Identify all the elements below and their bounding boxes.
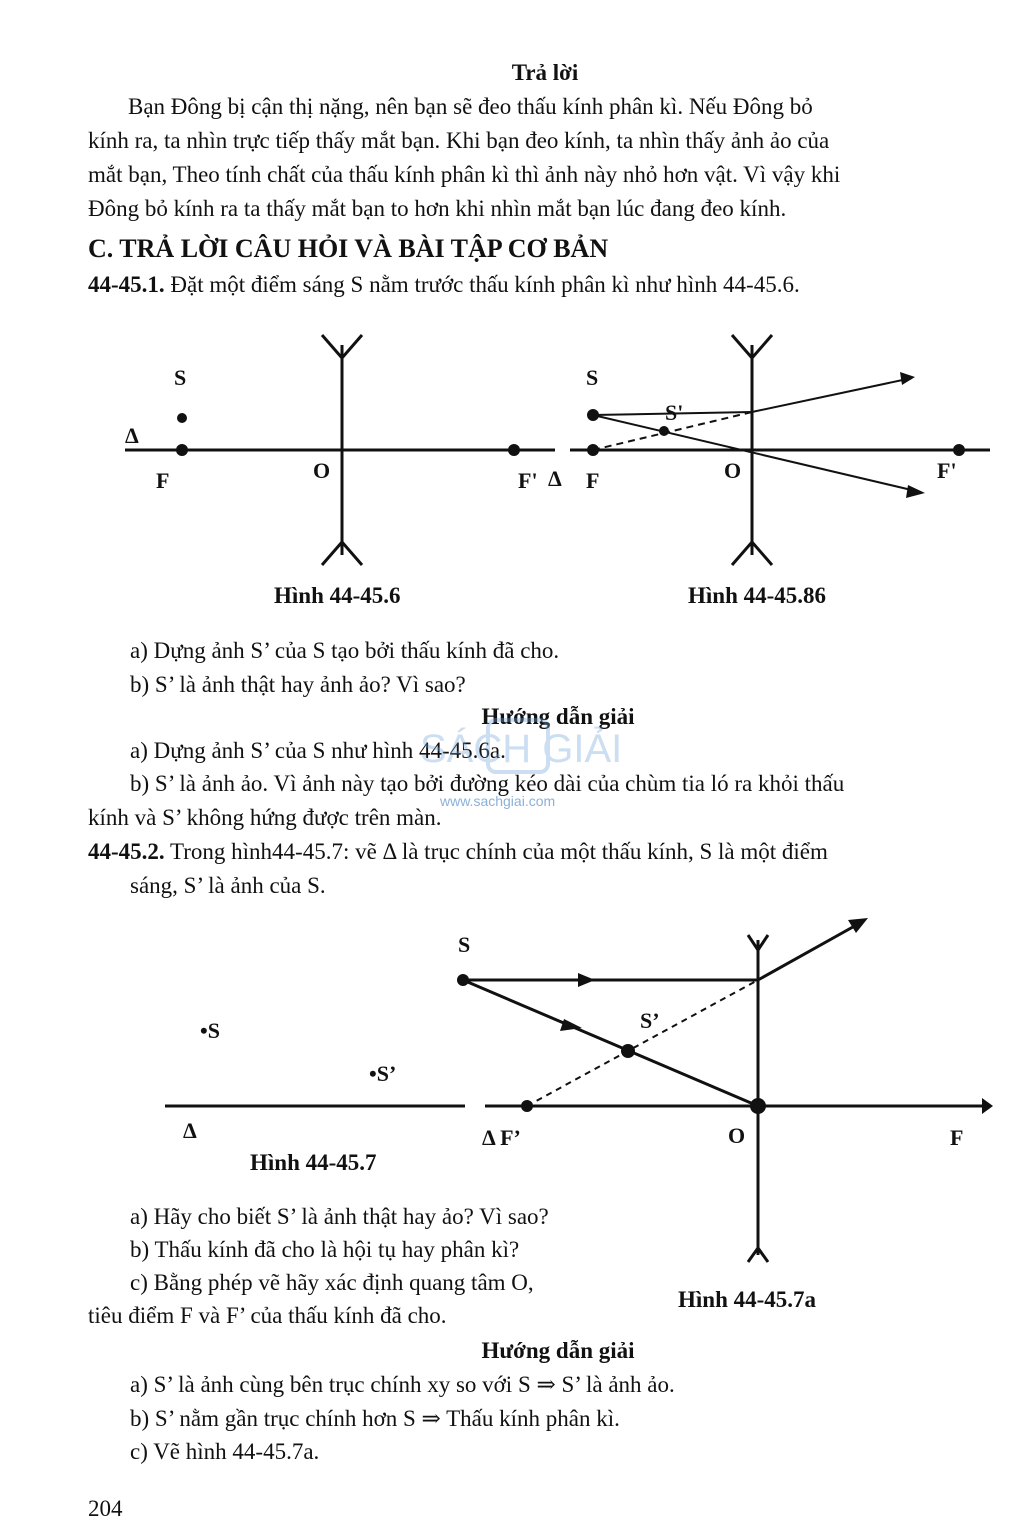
answer-line-1: Bạn Đông bị cận thị nặng, nên bạn sẽ đeo thấu kính phân kì. Nếu Đông bỏ <box>128 94 813 119</box>
q1-number: 44-45.1. <box>88 272 165 297</box>
figure-44-45-6 <box>0 300 1024 630</box>
q1-guide-b1: b) S’ là ảnh ảo. Vì ảnh này tạo bởi đường kéo dài của chùm tia ló ra khỏi thấu <box>130 771 845 796</box>
fig6-label-fprime: F' <box>518 468 538 493</box>
answer-line-3: mắt bạn, Theo tính chất của thấu kính phân kì thì ảnh này nhỏ hơn vật. Vì vậy khi <box>88 162 841 187</box>
q2-item-c-cont: tiêu điểm F và F’ của thấu kính đã cho. <box>88 1303 447 1328</box>
q2-guide-c: c) Vẽ hình 44-45.7a. <box>130 1439 320 1464</box>
answer-title: Trả lời <box>511 60 579 85</box>
fig6-label-o: O <box>313 458 331 483</box>
q2-line-1 <box>88 837 828 867</box>
fig6-label-f: F <box>156 468 170 493</box>
fig6-caption: Hình 44-45.6 <box>274 583 401 608</box>
fig86-label-sprime: S' <box>665 400 684 425</box>
fig7a-label-s: S <box>458 932 471 957</box>
q1-guide-b2: kính và S’ không hứng được trên màn. <box>88 805 442 830</box>
fig86-label-fprime: F' <box>937 458 957 483</box>
q2-line-2: sáng, S’ là ảnh của S. <box>130 873 326 898</box>
fig86-caption: Hình 44-45.86 <box>688 583 827 608</box>
fig86-label-f: F <box>586 468 600 493</box>
q2-item-a: a) Hãy cho biết S’ là ảnh thật hay ảo? Vì sao? <box>130 1204 549 1229</box>
q1-item-a: a) Dựng ảnh S’ của S tạo bởi thấu kính đã cho. <box>130 638 560 663</box>
fig7a-label-o: O <box>728 1123 746 1148</box>
fig86-label-delta: Δ <box>548 466 562 491</box>
q1-guide-a: a) Dựng ảnh S’ của S như hình 44-45.6a. <box>130 738 506 763</box>
q1-item-b: b) S’ là ảnh thật hay ảnh ảo? Vì sao? <box>130 672 466 697</box>
fig7-caption: Hình 44-45.7 <box>250 1150 377 1175</box>
fig6-label-s: S <box>174 365 187 390</box>
q2-text-1: Trong hình44-45.7: vẽ Δ là trục chính của một thấu kính, S là một điểm <box>164 839 828 864</box>
watermark-url: www.sachgiai.com <box>440 793 556 809</box>
fig7a-label-f: F <box>950 1125 964 1150</box>
fig7a-label-sprime: S’ <box>640 1008 660 1033</box>
watermark-text: SÁCH GIẢI <box>420 727 623 771</box>
fig7-label-s: •S <box>200 1018 220 1043</box>
q2-guide-title: Hướng dẫn giải <box>481 1338 635 1363</box>
fig6-label-delta: Δ <box>125 423 139 448</box>
fig86-label-o: O <box>724 458 742 483</box>
answer-line-4: Đông bỏ kính ra ta thấy mắt bạn to hơn khi nhìn mắt bạn lúc đang đeo kính. <box>88 196 787 221</box>
fig7a-label-delta-f: Δ F’ <box>482 1125 521 1150</box>
fig7-label-delta: Δ <box>183 1118 197 1143</box>
q1-guide-title: Hướng dẫn giải <box>481 704 635 729</box>
q2-guide-b: b) S’ nằm gần trục chính hơn S ⇒ Thấu kính phân kì. <box>130 1406 620 1431</box>
q1-text: Đặt một điểm sáng S nằm trước thấu kính phân kì như hình 44-45.6. <box>164 272 800 297</box>
q1-line <box>88 270 800 300</box>
fig7a-caption: Hình 44-45.7a <box>678 1287 817 1312</box>
fig7-label-sprime: •S’ <box>369 1061 397 1086</box>
q2-item-b: b) Thấu kính đã cho là hội tụ hay phân kì? <box>130 1237 520 1262</box>
q2-number: 44-45.2. <box>88 839 165 864</box>
q2-guide-a: a) S’ là ảnh cùng bên trục chính xy so với S ⇒ S’ là ảnh ảo. <box>130 1372 675 1397</box>
answer-line-2: kính ra, ta nhìn trực tiếp thấy mắt bạn. Khi bạn đeo kính, ta nhìn thấy ảnh ảo của <box>88 128 830 153</box>
q2-item-c: c) Bằng phép vẽ hãy xác định quang tâm O, <box>130 1270 534 1295</box>
page-number: 204 <box>88 1496 123 1521</box>
section-title: C. TRẢ LỜI CÂU HỎI VÀ BÀI TẬP CƠ BẢN <box>88 234 609 263</box>
fig86-label-s: S <box>586 365 599 390</box>
